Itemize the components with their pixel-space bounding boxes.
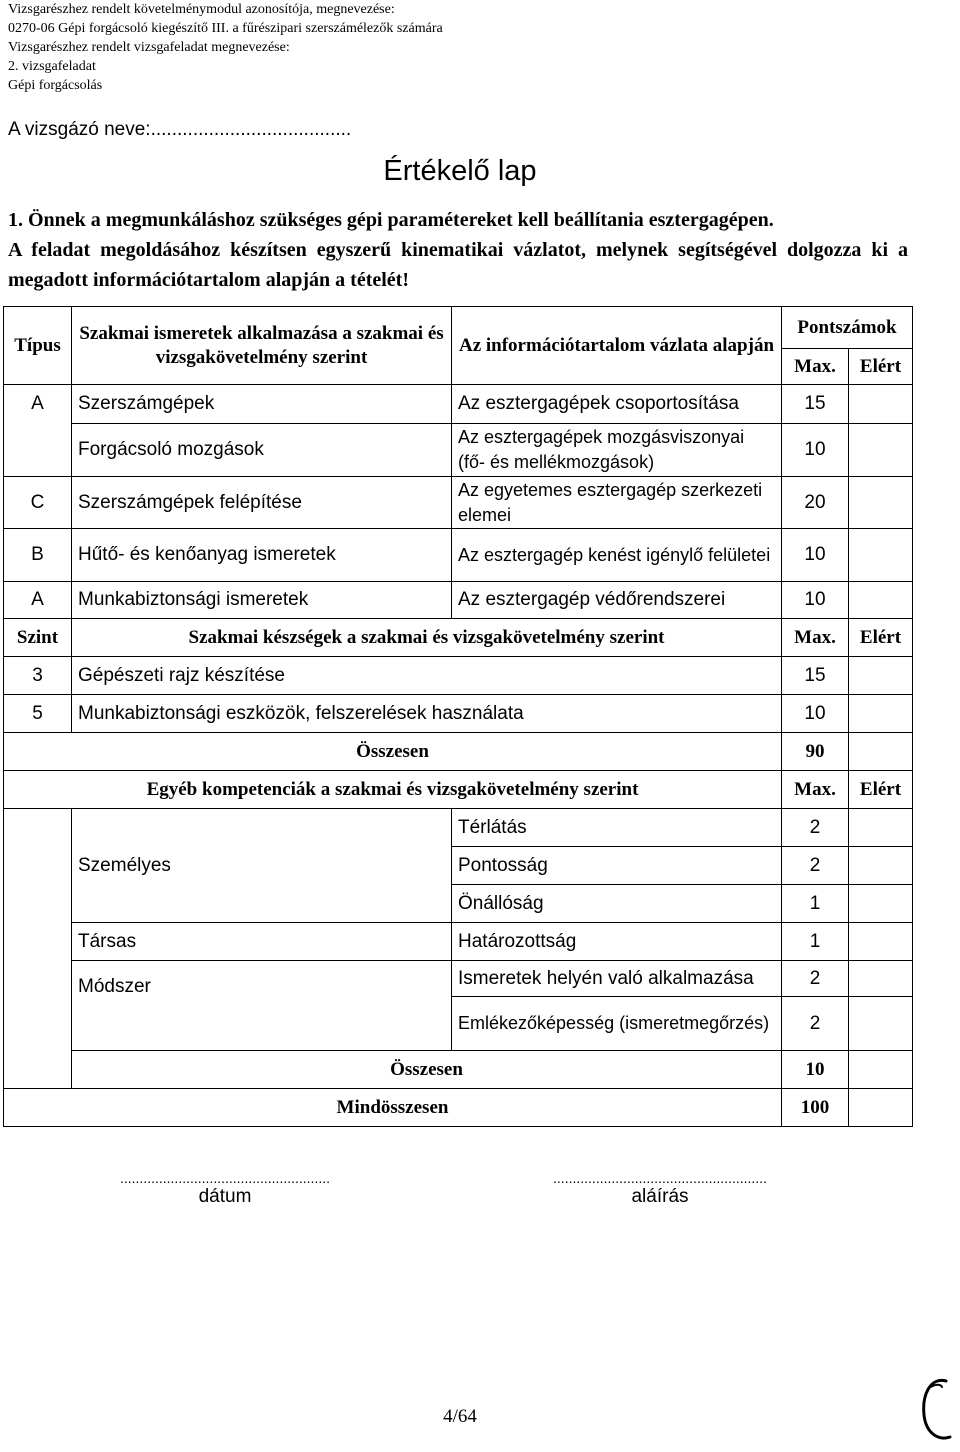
col-head-knowledge: Szakmai ismeretek alkalmazása a szakmai és vizsgakövetelmény szerint (72, 307, 452, 385)
page-number: 4/64 (443, 1406, 477, 1427)
table-row (4, 695, 913, 733)
table-row (4, 385, 913, 424)
skill-cell: Gépészeti rajz készítése (72, 657, 782, 695)
info-cell: Az egyetemes esztergagép szerkezeti elemei (452, 477, 782, 529)
date-label: dátum (198, 1186, 252, 1207)
competency-cell: Emlékezőképesség (ismeretmegőrzés) (452, 997, 782, 1051)
col-head-type: Típus (4, 307, 72, 385)
subtotal-row (4, 1051, 913, 1089)
achieved-cell[interactable] (849, 809, 913, 847)
table-row (4, 477, 913, 529)
competency-cell: Ismeretek helyén való alkalmazása (452, 961, 782, 997)
achieved-cell[interactable] (849, 529, 913, 582)
examinee-name-field: A vizsgázó neve:...................................... (8, 119, 352, 140)
signature-label: aláírás (631, 1186, 689, 1207)
subtotal-max: 10 (782, 1051, 849, 1089)
date-line: ...................................................... (119, 1170, 331, 1186)
type-cell (4, 424, 72, 477)
subtotal-label: Összesen (72, 1051, 782, 1089)
task-line-1: 1. Önnek a megmunkáláshoz szükséges gépi paramétereket kell beállítania esztergagépen. (8, 209, 774, 231)
max-cell: 2 (782, 961, 849, 997)
topic-cell: Szerszámgépek felépítése (72, 477, 452, 529)
subtotal-max: 90 (782, 733, 849, 771)
skill-cell: Munkabiztonsági eszközök, felszerelések használata (72, 695, 782, 733)
achieved-cell[interactable] (849, 885, 913, 923)
page-title: Értékelő lap (383, 155, 537, 187)
topic-cell: Hűtő- és kenőanyag ismeretek (72, 529, 452, 582)
achieved-cell[interactable] (849, 997, 913, 1051)
max-cell: 20 (782, 477, 849, 529)
info-cell: Az esztergagépek csoportosítása (452, 385, 782, 424)
achieved-cell[interactable] (849, 733, 913, 771)
max-cell: 2 (782, 847, 849, 885)
level-cell: 3 (4, 657, 72, 695)
grand-total-row (4, 1089, 913, 1127)
max-cell: 15 (782, 385, 849, 424)
competency-cell: Pontosság (452, 847, 782, 885)
max-cell: 1 (782, 923, 849, 961)
topic-cell: Szerszámgépek (72, 385, 452, 424)
subtotal-label: Összesen (4, 733, 782, 771)
competency-group-personal: Személyes (72, 809, 452, 923)
achieved-cell[interactable] (849, 1051, 913, 1089)
achieved-cell[interactable] (849, 424, 913, 477)
info-cell: Az esztergagép védőrendszerei (452, 582, 782, 619)
signature-line: ....................................................... (553, 1170, 767, 1186)
achieved-cell[interactable] (849, 657, 913, 695)
table-row (4, 961, 913, 997)
table-row (4, 424, 913, 477)
level-cell: 5 (4, 695, 72, 733)
type-cell: A (4, 385, 72, 424)
achieved-cell[interactable] (849, 1089, 913, 1127)
info-cell: Az esztergagépek mozgásviszonyai (fő- és mellékmozgások) (452, 424, 782, 477)
table-row (4, 923, 913, 961)
max-cell: 15 (782, 657, 849, 695)
topic-cell: Forgácsoló mozgások (72, 424, 452, 477)
col-head-info: Az információtartalom vázlata alapján (452, 307, 782, 385)
signature-block (525, 1170, 795, 1208)
max-cell: 1 (782, 885, 849, 923)
col-head-achieved: Elért (849, 619, 913, 657)
col-head-level: Szint (4, 619, 72, 657)
subtotal-row (4, 733, 913, 771)
blank-cell (4, 809, 72, 1089)
table-row (4, 529, 913, 582)
competency-cell: Önállóság (452, 885, 782, 923)
achieved-cell[interactable] (849, 477, 913, 529)
max-cell: 10 (782, 695, 849, 733)
achieved-cell[interactable] (849, 582, 913, 619)
achieved-cell[interactable] (849, 695, 913, 733)
skills-section-title: Szakmai készségek a szakmai és vizsgakövetelmény szerint (72, 619, 782, 657)
achieved-cell[interactable] (849, 385, 913, 424)
type-cell: B (4, 529, 72, 582)
achieved-cell[interactable] (849, 961, 913, 997)
col-head-achieved: Elért (849, 349, 913, 385)
other-section-title: Egyéb kompetenciák a szakmai és vizsgakövetelmény szerint (4, 771, 782, 809)
info-cell: Az esztergagép kenést igénylő felületei (452, 529, 782, 582)
header-line: Vizsgarészhez rendelt vizsgafeladat megnevezése: (8, 40, 290, 55)
max-cell: 10 (782, 529, 849, 582)
handwritten-initial (918, 1375, 954, 1445)
competency-cell: Határozottság (452, 923, 782, 961)
type-cell: C (4, 477, 72, 529)
task-line-2: A feladat megoldásához készítsen egyszerű kinematikai vázlatot, melynek segítségével dolgozza ki a megadott információtartalom alapján a tételét! (8, 239, 908, 291)
header-line: 2. vizsgafeladat (8, 59, 96, 74)
topic-cell: Munkabiztonsági ismeretek (72, 582, 452, 619)
achieved-cell[interactable] (849, 923, 913, 961)
grand-total-max: 100 (782, 1089, 849, 1127)
col-head-max: Max. (782, 619, 849, 657)
grand-total-label: Mindösszesen (4, 1089, 782, 1127)
table-row (4, 582, 913, 619)
max-cell: 2 (782, 997, 849, 1051)
col-head-max: Max. (782, 349, 849, 385)
date-signature-block (90, 1170, 360, 1208)
document-header (8, 0, 443, 95)
col-head-max: Max. (782, 771, 849, 809)
max-cell: 10 (782, 582, 849, 619)
table-row (4, 809, 913, 847)
competency-cell: Térlátás (452, 809, 782, 847)
task-description (8, 205, 908, 295)
header-line: Gépi forgácsolás (8, 78, 103, 93)
col-head-achieved: Elért (849, 771, 913, 809)
col-head-points: Pontszámok (782, 307, 913, 349)
header-line: 0270-06 Gépi forgácsoló kiegészítő III. a fűrészipari szerszámélezők számára (8, 21, 443, 36)
type-cell: A (4, 582, 72, 619)
competency-group-method: Módszer (72, 961, 452, 1051)
max-cell: 10 (782, 424, 849, 477)
table-row (4, 657, 913, 695)
header-line: Vizsgarészhez rendelt követelménymodul azonosítója, megnevezése: (8, 2, 395, 17)
competency-group-social: Társas (72, 923, 452, 961)
achieved-cell[interactable] (849, 847, 913, 885)
evaluation-table (3, 306, 913, 1127)
max-cell: 2 (782, 809, 849, 847)
